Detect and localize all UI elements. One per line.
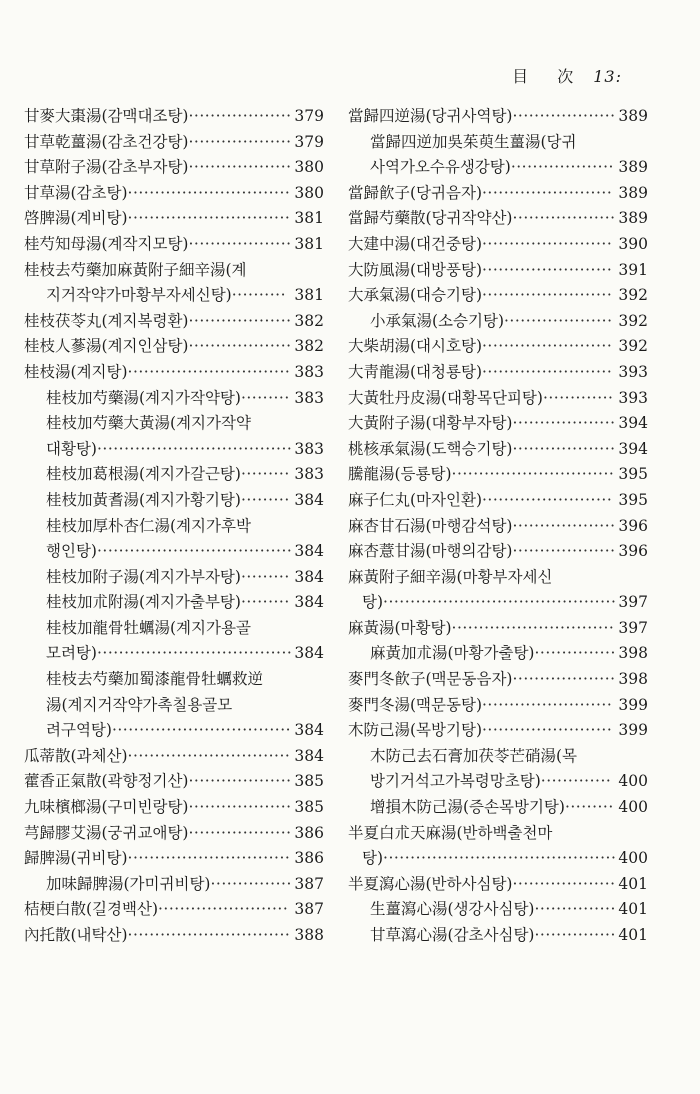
- toc-entry: [348, 846, 648, 872]
- toc-leader-dots: ···············: [534, 644, 616, 663]
- toc-entry-title: 려구역탕): [46, 721, 112, 740]
- toc-entry-title: 桂枝加芍藥大黃湯(계지가작약: [46, 414, 251, 433]
- toc-entry-title: 大建中湯(대건중탕): [348, 234, 482, 253]
- toc-entry: [348, 232, 648, 258]
- toc-page-number: 401: [618, 926, 648, 944]
- toc-entry: [24, 283, 324, 309]
- toc-entry: [24, 795, 324, 821]
- toc-leader-dots: ·································: [111, 721, 292, 740]
- toc-entry-title: 행인탕): [46, 542, 97, 561]
- toc-page-number: 380: [294, 158, 324, 177]
- toc-leader-dots: ·········: [240, 388, 290, 407]
- toc-entry-title: 桂枝加黃耆湯(계지가황기탕): [46, 490, 241, 509]
- toc-leader-dots: ······························: [127, 362, 291, 381]
- toc-entry-title: 增損木防己湯(증손목방기탕): [370, 798, 565, 817]
- toc-leader-dots: ···········································: [383, 593, 617, 612]
- toc-leader-dots: ···················: [188, 107, 292, 125]
- toc-leader-dots: ···················: [512, 107, 616, 125]
- toc-page-number: 379: [294, 132, 324, 151]
- toc-page-number: 393: [618, 362, 648, 381]
- toc-entry: [348, 897, 648, 923]
- toc-leader-dots: ·········: [240, 490, 290, 509]
- toc-entry: [24, 360, 324, 386]
- toc-entry-title: 大靑龍湯(대청룡탕): [348, 362, 482, 381]
- toc-entry-title: 麻黃湯(마황탕): [348, 618, 452, 637]
- toc-page-number: 382: [294, 337, 324, 356]
- toc-leader-dots: ·············: [540, 772, 612, 791]
- toc-page-number: 396: [618, 516, 648, 535]
- toc-entry: [348, 872, 648, 898]
- toc-entry-title: 麻杏薏甘湯(마행의감탕): [348, 542, 513, 561]
- toc-leader-dots: ···················: [512, 670, 616, 689]
- toc-entry-title: 甘草湯(감초탕): [24, 183, 128, 202]
- toc-page-number: 393: [618, 388, 648, 407]
- toc-page-number: 398: [618, 644, 648, 663]
- toc-entry: [24, 667, 324, 693]
- toc-entry: [24, 488, 324, 514]
- toc-entry-title: 甘麥大棗湯(감맥대조탕): [24, 107, 189, 125]
- toc-entry-title: 桃核承氣湯(도핵승기탕): [348, 439, 513, 458]
- toc-entry-title: 桂枝加附子湯(계지가부자탕): [46, 567, 241, 586]
- toc-entry: [24, 590, 324, 616]
- toc-entry-title: 甘草附子湯(감초부자탕): [24, 158, 189, 177]
- toc-page-number: 384: [294, 593, 324, 612]
- toc-entry: [24, 411, 324, 437]
- toc-leader-dots: ························: [482, 721, 613, 740]
- toc-right-column: [348, 104, 648, 949]
- toc-page-number: 392: [618, 337, 648, 356]
- toc-leader-dots: ·········: [564, 798, 614, 817]
- toc-page-number: 392: [618, 286, 648, 305]
- toc-leader-dots: ····································: [96, 542, 293, 561]
- toc-entry: [24, 130, 324, 156]
- toc-page-number: 395: [618, 490, 648, 509]
- toc-entry-title: 桂枝加芍藥湯(계지가작약탕): [46, 388, 241, 407]
- toc-entry: [24, 514, 324, 540]
- toc-entry-title: 木防己湯(목방기탕): [348, 721, 482, 740]
- toc-leader-dots: ····································: [96, 439, 293, 458]
- toc-page-number: 396: [618, 542, 648, 561]
- toc-entry-title: 麻子仁丸(마자인환): [348, 490, 482, 509]
- toc-entry-title: 甘草乾薑湯(감초건강탕): [24, 132, 189, 151]
- toc-page-number: 394: [618, 439, 648, 458]
- toc-leader-dots: ·············: [542, 388, 614, 407]
- toc-leader-dots: ······························: [451, 618, 615, 637]
- toc-leader-dots: ······························: [127, 209, 291, 228]
- toc-leader-dots: ···················: [512, 516, 616, 535]
- toc-entry: [348, 309, 648, 335]
- toc-entry-title: 啓脾湯(계비탕): [24, 209, 128, 228]
- toc-page-number: 384: [294, 567, 324, 586]
- toc-leader-dots: ····································: [96, 644, 293, 663]
- toc-entry-title: 湯(계지거작약가촉칠용골모: [46, 695, 233, 714]
- toc-entry-title: 騰龍湯(등룡탕): [348, 465, 452, 484]
- toc-leader-dots: ························: [482, 286, 613, 305]
- toc-page-number: 380: [294, 183, 324, 202]
- page-header: 目 次 13:: [512, 67, 622, 86]
- toc-entry: [24, 206, 324, 232]
- toc-entry-title: 九味檳榔湯(구미빈랑탕): [24, 798, 189, 817]
- toc-page-number: 399: [618, 695, 648, 714]
- toc-entry-title: 桂枝加葛根湯(계지가갈근탕): [46, 465, 241, 484]
- page-title: 目 次: [512, 67, 586, 86]
- toc-entry-title: 사역가오수유생강탕): [370, 158, 511, 177]
- toc-entry-title: 歸脾湯(귀비탕): [24, 849, 128, 868]
- toc-entry: [348, 795, 648, 821]
- toc-entry: [348, 130, 648, 156]
- toc-entry-title: 當歸芍藥散(당귀작약산): [348, 209, 513, 228]
- toc-entry: [348, 616, 648, 642]
- toc-leader-dots: ························: [482, 234, 613, 253]
- toc-entry: [348, 488, 648, 514]
- toc-entry: [24, 155, 324, 181]
- toc-page-number: 399: [618, 721, 648, 740]
- toc-page-number: 395: [618, 465, 648, 484]
- toc-entry: [24, 181, 324, 207]
- toc-entry: [348, 206, 648, 232]
- toc-entry: [348, 693, 648, 719]
- toc-page-number: 383: [294, 439, 324, 458]
- toc-leader-dots: ······························: [127, 183, 291, 202]
- toc-entry: [348, 667, 648, 693]
- toc-entry-title: 麻杏甘石湯(마행감석탕): [348, 516, 513, 535]
- toc-page-number: 385: [294, 798, 324, 817]
- toc-entry-title: 半夏白朮天麻湯(반하백출천마: [348, 823, 553, 842]
- toc-entry: [348, 462, 648, 488]
- toc-leader-dots: ····················: [504, 311, 613, 330]
- toc-entry: [348, 565, 648, 591]
- toc-page-number: 381: [294, 234, 324, 253]
- toc-entry-title: 大黃附子湯(대황부자탕): [348, 414, 513, 433]
- toc-entry-title: 桔梗白散(길경백산): [24, 900, 158, 919]
- toc-leader-dots: ·········: [240, 465, 290, 484]
- toc-entry-title: 木防己去石膏加茯苓芒硝湯(목: [370, 746, 578, 765]
- toc-leader-dots: ··········: [231, 286, 287, 305]
- toc-entry: [348, 769, 648, 795]
- toc-page-number: 392: [618, 311, 648, 330]
- toc-entry-title: 麻黃附子細辛湯(마황부자세신: [348, 567, 553, 586]
- toc-entry-title: 大防風湯(대방풍탕): [348, 260, 482, 279]
- toc-page-number: 388: [294, 926, 324, 944]
- toc-leader-dots: ···········································: [383, 849, 617, 868]
- toc-leader-dots: ························: [482, 260, 613, 279]
- toc-entry: [24, 309, 324, 335]
- toc-entry: [348, 104, 648, 130]
- toc-entry-title: 大黃牡丹皮湯(대황목단피탕): [348, 388, 543, 407]
- toc-entry-title: 桂枝加龍骨牡蠣湯(계지가용골: [46, 618, 251, 637]
- toc-entry: [348, 360, 648, 386]
- toc-leader-dots: ······························: [127, 926, 291, 944]
- toc-page-number: 382: [294, 311, 324, 330]
- toc-entry: [348, 155, 648, 181]
- toc-left-column: [24, 104, 324, 949]
- toc-entry-title: 當歸四逆湯(당귀사역탕): [348, 107, 513, 125]
- toc-leader-dots: ···················: [512, 209, 616, 228]
- toc-entry: [348, 514, 648, 540]
- toc-entry: [24, 462, 324, 488]
- toc-entry: [348, 821, 648, 847]
- page-number: 13: [593, 67, 616, 86]
- toc-entry-title: 芎歸膠艾湯(궁귀교애탕): [24, 823, 189, 842]
- toc-page-number: 383: [294, 388, 324, 407]
- toc-entry: [348, 539, 648, 565]
- toc-leader-dots: ························: [158, 900, 289, 919]
- toc-entry-title: 桂枝去芍藥加麻黃附子細辛湯(계: [24, 260, 247, 279]
- toc-page-number: 384: [294, 490, 324, 509]
- toc-entry: [348, 437, 648, 463]
- toc-entry-title: 桂枝茯苓丸(계지복령환): [24, 311, 189, 330]
- toc-leader-dots: ···················: [512, 874, 616, 893]
- toc-entry-title: 麥門冬飮子(맥문동음자): [348, 670, 513, 689]
- toc-entry-title: 탕): [362, 849, 384, 868]
- toc-entry: [24, 693, 324, 719]
- toc-entry: [24, 565, 324, 591]
- toc-entry: [24, 769, 324, 795]
- toc-entry-title: 모려탕): [46, 644, 97, 663]
- toc-entry-title: 瓜蒂散(과체산): [24, 746, 128, 765]
- toc-leader-dots: ························: [482, 337, 613, 356]
- toc-entry-title: 大柴胡湯(대시호탕): [348, 337, 482, 356]
- toc-page-number: 390: [618, 234, 648, 253]
- toc-entry-title: 桂枝人蔘湯(계지인삼탕): [24, 337, 189, 356]
- toc-entry-title: 大承氣湯(대승기탕): [348, 286, 482, 305]
- toc-entry-title: 小承氣湯(소승기탕): [370, 311, 504, 330]
- toc-page-number: 389: [618, 183, 648, 202]
- toc-page-number: 383: [294, 465, 324, 484]
- toc-entry-title: 藿香正氣散(곽향정기산): [24, 772, 189, 791]
- toc-entry-title: 麻黃加朮湯(마황가출탕): [370, 644, 535, 663]
- toc-page-number: 397: [618, 593, 648, 612]
- toc-entry-title: 半夏瀉心湯(반하사심탕): [348, 874, 513, 893]
- toc-entry-title: 加味歸脾湯(가미귀비탕): [46, 874, 211, 893]
- toc-leader-dots: ···················: [188, 823, 292, 842]
- toc-entry-title: 지거작약가마황부자세신탕): [46, 286, 232, 305]
- toc-leader-dots: ························: [482, 362, 613, 381]
- toc-leader-dots: ·········: [240, 593, 290, 612]
- toc-entry: [24, 641, 324, 667]
- toc-page-number: 389: [618, 158, 648, 177]
- toc-entry-title: 當歸飮子(당귀음자): [348, 183, 482, 202]
- toc-entry: [24, 872, 324, 898]
- toc-page-number: 400: [618, 772, 648, 791]
- toc-leader-dots: ···············: [534, 900, 616, 919]
- toc-leader-dots: ························: [482, 183, 613, 202]
- toc-entry-title: 桂枝湯(계지탕): [24, 362, 128, 381]
- toc-entry: [348, 641, 648, 667]
- toc-leader-dots: ···················: [512, 414, 616, 433]
- toc-entry: [24, 616, 324, 642]
- toc-leader-dots: ···················: [188, 132, 292, 151]
- toc-entry-title: 當歸四逆加吳茱萸生薑湯(당귀: [370, 132, 577, 151]
- toc-leader-dots: ···················: [188, 772, 292, 791]
- toc-page-number: 397: [618, 618, 648, 637]
- toc-entry: [348, 258, 648, 284]
- toc-page-number: 391: [618, 260, 648, 279]
- toc-entry: [24, 258, 324, 284]
- toc-leader-dots: ···············: [210, 874, 292, 893]
- toc-entry: [24, 897, 324, 923]
- toc-page-number: 400: [618, 849, 648, 868]
- toc-page-number: 394: [618, 414, 648, 433]
- toc-entry-title: 生薑瀉心湯(생강사심탕): [370, 900, 535, 919]
- toc-entry: [24, 334, 324, 360]
- toc-entry: [24, 846, 324, 872]
- toc-page-number: 387: [294, 874, 324, 893]
- toc-entry: [348, 283, 648, 309]
- toc-entry: [24, 437, 324, 463]
- toc-entry: [348, 181, 648, 207]
- toc-entry-title: 대황탕): [46, 439, 97, 458]
- toc-page-number: 400: [618, 798, 648, 817]
- toc-leader-dots: ···················: [512, 542, 616, 561]
- toc-entry: [24, 744, 324, 770]
- toc-entry-title: 麥門冬湯(맥문동탕): [348, 695, 482, 714]
- toc-page-number: 383: [294, 362, 324, 381]
- toc-entry: [348, 923, 648, 949]
- toc-page-number: 379: [294, 107, 324, 125]
- toc-entry-title: 탕): [362, 593, 384, 612]
- toc-page-number: 401: [618, 874, 648, 893]
- toc-leader-dots: ······························: [127, 746, 291, 765]
- toc-page-number: 384: [294, 746, 324, 765]
- toc-page-number: 384: [294, 644, 324, 663]
- toc-entry-title: 桂芍知母湯(계작지모탕): [24, 234, 189, 253]
- toc-page-number: 381: [294, 286, 324, 305]
- toc-entry: [24, 386, 324, 412]
- toc-entry: [348, 590, 648, 616]
- toc-entry-title: 桂枝加厚朴杏仁湯(계지가후박: [46, 516, 251, 535]
- toc-page-number: 398: [618, 670, 648, 689]
- toc-leader-dots: ···················: [188, 798, 292, 817]
- toc-entry: [348, 334, 648, 360]
- toc-leader-dots: ···················: [512, 439, 616, 458]
- toc-entry-title: 桂枝去芍藥加蜀漆龍骨牡蠣救逆: [46, 670, 264, 689]
- toc-leader-dots: ···················: [510, 158, 614, 177]
- toc-page-number: 384: [294, 542, 324, 561]
- toc-leader-dots: ···················: [188, 234, 292, 253]
- toc-leader-dots: ···················: [188, 158, 292, 177]
- toc-entry: [24, 923, 324, 949]
- toc-entry: [24, 718, 324, 744]
- toc-leader-dots: ······························: [127, 849, 291, 868]
- toc-entry: [348, 744, 648, 770]
- toc-page-number: 385: [294, 772, 324, 791]
- toc-entry: [348, 411, 648, 437]
- toc-entry: [24, 232, 324, 258]
- toc-leader-dots: ···················: [188, 337, 292, 356]
- toc-page-number: 387: [294, 900, 324, 919]
- toc-page-number: 386: [294, 849, 324, 868]
- toc-page-number: 389: [618, 107, 648, 125]
- toc-leader-dots: ···················: [188, 311, 292, 330]
- toc-leader-dots: ·········: [240, 567, 290, 586]
- toc-entry: [348, 718, 648, 744]
- toc-entry: [348, 386, 648, 412]
- toc-leader-dots: ···············: [534, 926, 616, 944]
- toc-page-number: 401: [618, 900, 648, 919]
- toc-page-number: 389: [618, 209, 648, 228]
- toc-entry-title: 桂枝加朮附湯(계지가출부탕): [46, 593, 241, 612]
- toc-page-number: 384: [294, 721, 324, 740]
- toc-entry-title: 甘草瀉心湯(감초사심탕): [370, 926, 535, 944]
- toc-entry-title: 內托散(내탁산): [24, 926, 128, 944]
- toc-leader-dots: ······························: [451, 465, 615, 484]
- toc-leader-dots: ························: [482, 695, 613, 714]
- toc-page-number: 386: [294, 823, 324, 842]
- toc-entry: [24, 104, 324, 130]
- toc-leader-dots: ························: [482, 490, 613, 509]
- toc-entry: [24, 539, 324, 565]
- toc-page-number: 381: [294, 209, 324, 228]
- toc-entry: [24, 821, 324, 847]
- toc-entry-title: 방기거석고가복령망초탕): [370, 772, 541, 791]
